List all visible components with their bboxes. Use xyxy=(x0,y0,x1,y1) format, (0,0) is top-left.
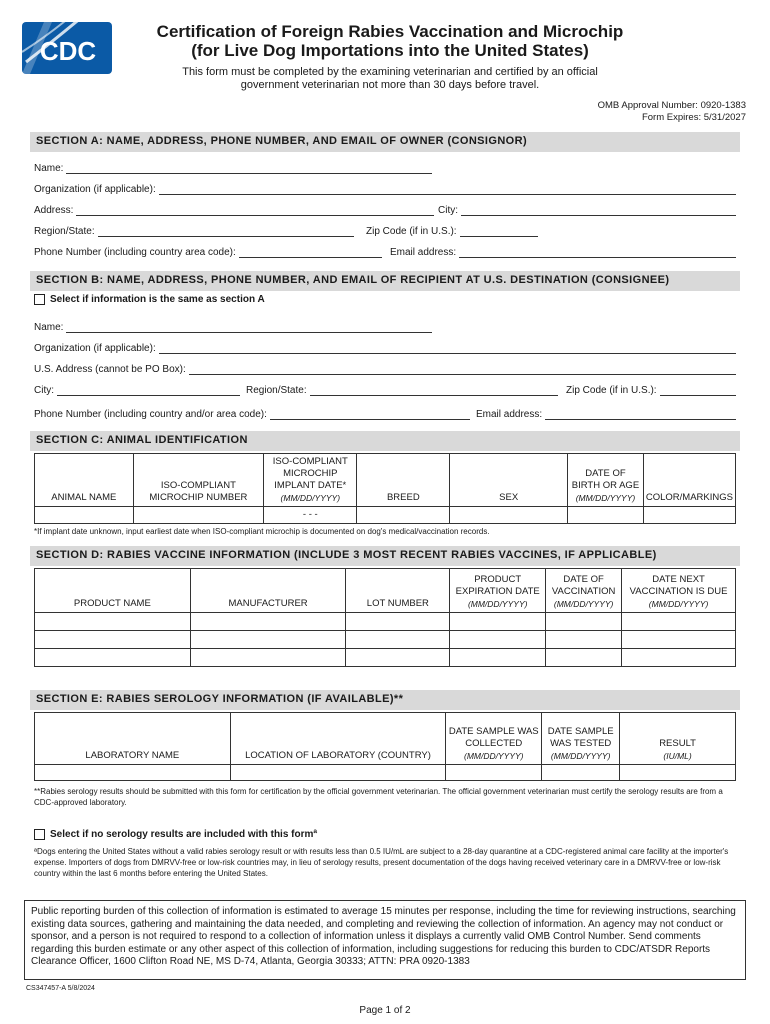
title-line-2: (for Live Dog Importations into the United States) xyxy=(191,41,589,60)
owner-city-field[interactable] xyxy=(438,205,736,216)
owner-region-label: Region/State: xyxy=(34,226,95,237)
serology-quarantine-note: ªDogs entering the United States without a valid rabies serology result or with results less than 0.5 IU/mL are subject to a 28-day quarantine at a CDC-registered animal care facility at the importer's expense. Importers of dogs from DMRVV-free or low-risk countries may, in lieu of serology results, present documentation of the dogs having received veterinary care in a DMRVV-free or low-risk country within the last 6 months before entering the United States. xyxy=(34,847,729,878)
col-product-name: PRODUCT NAME xyxy=(35,569,191,613)
breed-cell[interactable] xyxy=(357,507,450,524)
omb-info xyxy=(598,100,746,124)
table-header-row xyxy=(35,454,736,507)
section-e-heading: SECTION E: RABIES SEROLOGY INFORMATION (IF AVAILABLE)** xyxy=(30,690,740,710)
form-code: CS347457-A 5/8/2024 xyxy=(26,985,95,992)
col-date-tested: DATE SAMPLE WAS TESTED (MM/DD/YYYY) xyxy=(542,713,620,765)
recipient-phone-label: Phone Number (including country and/or area code): xyxy=(34,409,267,420)
owner-name-label: Name: xyxy=(34,163,64,174)
form-subtitle xyxy=(130,66,650,92)
col-date-collected: DATE SAMPLE WAS COLLECTED (MM/DD/YYYY) xyxy=(446,713,542,765)
cell[interactable] xyxy=(190,649,346,667)
owner-phone-label: Phone Number (including country area code): xyxy=(34,247,236,258)
table-header-row xyxy=(35,713,736,765)
microchip-number-cell[interactable] xyxy=(133,507,263,524)
burden-statement: Public reporting burden of this collection of information is estimated to average 15 minutes per response, including the time for reviewing instructions, searching existing data sources, gathering and maintaining the data needed, and completing and reviewing the collection of information. An agency may not conduct or sponsor, and a person is not required to respond to a collection of information unless it displays a currently valid OMB Control Number. Send comments regarding this burden estimate or any other aspect of this collection of information, including suggestions for reducing this burden to CDC/ATSDR Reports Clearance Officer, 1600 Clifton Road NE, MS D-74, Atlanta, Georgia 30333; ATTN: PRA 0920-1383 xyxy=(24,900,746,980)
col-breed: BREED xyxy=(357,454,450,507)
owner-organization-field[interactable] xyxy=(34,184,736,195)
form-title xyxy=(130,22,650,60)
cell[interactable] xyxy=(450,649,546,667)
recipient-email-field[interactable] xyxy=(476,409,736,420)
col-result: RESULT (IU/ML) xyxy=(620,713,736,765)
cell[interactable] xyxy=(346,649,450,667)
col-lot-number: LOT NUMBER xyxy=(346,569,450,613)
cell[interactable] xyxy=(446,765,542,781)
section-d-heading: SECTION D: RABIES VACCINE INFORMATION (INCLUDE 3 MOST RECENT RABIES VACCINES, IF APPLICABLE) xyxy=(30,546,740,566)
sex-cell[interactable] xyxy=(450,507,568,524)
cell[interactable] xyxy=(622,631,736,649)
rabies-vaccine-table xyxy=(34,568,736,667)
owner-city-label: City: xyxy=(438,205,458,216)
color-markings-cell[interactable] xyxy=(643,507,735,524)
subtitle-line-1: This form must be completed by the examining veterinarian and certified by an official xyxy=(182,66,598,78)
recipient-name-field[interactable] xyxy=(34,322,432,333)
owner-name-field[interactable] xyxy=(34,163,432,174)
col-color-markings: COLOR/MARKINGS xyxy=(643,454,735,507)
cell[interactable] xyxy=(35,613,191,631)
no-serology-label: Select if no serology results are included with this formª xyxy=(50,829,318,840)
cell[interactable] xyxy=(622,649,736,667)
checkbox-square[interactable] xyxy=(34,829,45,840)
table-row xyxy=(35,765,736,781)
section-e-footnote: **Rabies serology results should be submitted with this form for certification by the official government veterinarian. The official government veterinarian must certify the serology results are from a CDC-approved laboratory. xyxy=(34,787,723,807)
recipient-name-label: Name: xyxy=(34,322,64,333)
owner-zip-label: Zip Code (if in U.S.): xyxy=(366,226,457,237)
owner-address-label: Address: xyxy=(34,205,74,216)
cell[interactable] xyxy=(346,631,450,649)
owner-email-field[interactable] xyxy=(390,247,736,258)
col-laboratory-name: LABORATORY NAME xyxy=(35,713,231,765)
cell[interactable] xyxy=(35,631,191,649)
form-expires: Form Expires: 5/31/2027 xyxy=(641,112,746,123)
recipient-us-address-label: U.S. Address (cannot be PO Box): xyxy=(34,364,186,375)
cell[interactable] xyxy=(346,613,450,631)
implant-date-cell[interactable]: - - - xyxy=(264,507,357,524)
section-a-heading: SECTION A: NAME, ADDRESS, PHONE NUMBER, AND EMAIL OF OWNER (CONSIGNOR) xyxy=(30,132,740,152)
section-c-heading: SECTION C: ANIMAL IDENTIFICATION xyxy=(30,431,740,451)
cell[interactable] xyxy=(35,649,191,667)
cell[interactable] xyxy=(450,631,546,649)
cell[interactable] xyxy=(35,765,231,781)
col-date-of-birth: DATE OF BIRTH OR AGE (MM/DD/YYYY) xyxy=(568,454,644,507)
owner-email-label: Email address: xyxy=(390,247,457,258)
col-manufacturer: MANUFACTURER xyxy=(190,569,346,613)
recipient-organization-label: Organization (if applicable): xyxy=(34,343,156,354)
cell[interactable] xyxy=(546,613,622,631)
recipient-phone-field[interactable] xyxy=(34,409,470,420)
table-row xyxy=(35,613,736,631)
no-serology-checkbox[interactable] xyxy=(34,829,317,840)
same-as-a-label: Select if information is the same as section A xyxy=(50,294,265,305)
section-c-footnote: *If implant date unknown, input earliest date when ISO-compliant microchip is documented on dog's medical/vaccination records. xyxy=(34,527,490,536)
owner-organization-label: Organization (if applicable): xyxy=(34,184,156,195)
table-row xyxy=(35,649,736,667)
cdc-logo-mark xyxy=(22,22,112,74)
table-row xyxy=(35,507,736,524)
subtitle-line-2: government veterinarian not more than 30 days before travel. xyxy=(240,79,540,91)
cdc-logo xyxy=(22,22,112,74)
col-animal-name: ANIMAL NAME xyxy=(35,454,134,507)
recipient-email-label: Email address: xyxy=(476,409,543,420)
cell[interactable] xyxy=(542,765,620,781)
rabies-serology-table xyxy=(34,712,736,781)
logo-text: CDC xyxy=(39,36,97,66)
col-next-vaccination-due: DATE NEXT VACCINATION IS DUE (MM/DD/YYYY) xyxy=(622,569,736,613)
owner-address-field[interactable] xyxy=(34,205,434,216)
recipient-city-label: City: xyxy=(34,385,54,396)
checkbox-square[interactable] xyxy=(34,294,45,305)
col-laboratory-location: LOCATION OF LABORATORY (COUNTRY) xyxy=(230,713,446,765)
cell[interactable] xyxy=(622,613,736,631)
owner-region-field[interactable] xyxy=(34,226,354,237)
title-line-1: Certification of Foreign Rabies Vaccination and Microchip xyxy=(156,22,624,41)
col-sex: SEX xyxy=(450,454,568,507)
animal-identification-table xyxy=(34,453,736,524)
recipient-city-field[interactable] xyxy=(34,385,240,396)
same-as-section-a-checkbox[interactable] xyxy=(34,294,265,305)
recipient-region-field[interactable] xyxy=(246,385,558,396)
section-b-heading: SECTION B: NAME, ADDRESS, PHONE NUMBER, AND EMAIL OF RECIPIENT AT U.S. DESTINATION (CONSIGNEE) xyxy=(30,271,740,291)
cell[interactable] xyxy=(190,613,346,631)
page-number: Page 1 of 2 xyxy=(359,1005,411,1016)
col-implant-date: ISO-COMPLIANT MICROCHIP IMPLANT DATE* (MM/DD/YYYY) xyxy=(264,454,357,507)
col-microchip-number: ISO-COMPLIANT MICROCHIP NUMBER xyxy=(133,454,263,507)
owner-phone-field[interactable] xyxy=(34,247,382,258)
cell[interactable] xyxy=(546,649,622,667)
cell[interactable] xyxy=(450,613,546,631)
recipient-region-label: Region/State: xyxy=(246,385,307,396)
animal-name-cell[interactable] xyxy=(35,507,134,524)
date-of-birth-cell[interactable] xyxy=(568,507,644,524)
recipient-us-address-field[interactable] xyxy=(34,364,736,375)
owner-zip-field[interactable] xyxy=(366,226,538,237)
omb-number: OMB Approval Number: 0920-1383 xyxy=(597,100,746,111)
cell[interactable] xyxy=(620,765,736,781)
recipient-organization-field[interactable] xyxy=(34,343,736,354)
recipient-zip-field[interactable] xyxy=(566,385,736,396)
table-row xyxy=(35,631,736,649)
table-header-row xyxy=(35,569,736,613)
cell[interactable] xyxy=(190,631,346,649)
cell[interactable] xyxy=(546,631,622,649)
col-expiration-date: PRODUCT EXPIRATION DATE (MM/DD/YYYY) xyxy=(450,569,546,613)
col-date-of-vaccination: DATE OF VACCINATION (MM/DD/YYYY) xyxy=(546,569,622,613)
recipient-zip-label: Zip Code (if in U.S.): xyxy=(566,385,657,396)
cell[interactable] xyxy=(230,765,446,781)
